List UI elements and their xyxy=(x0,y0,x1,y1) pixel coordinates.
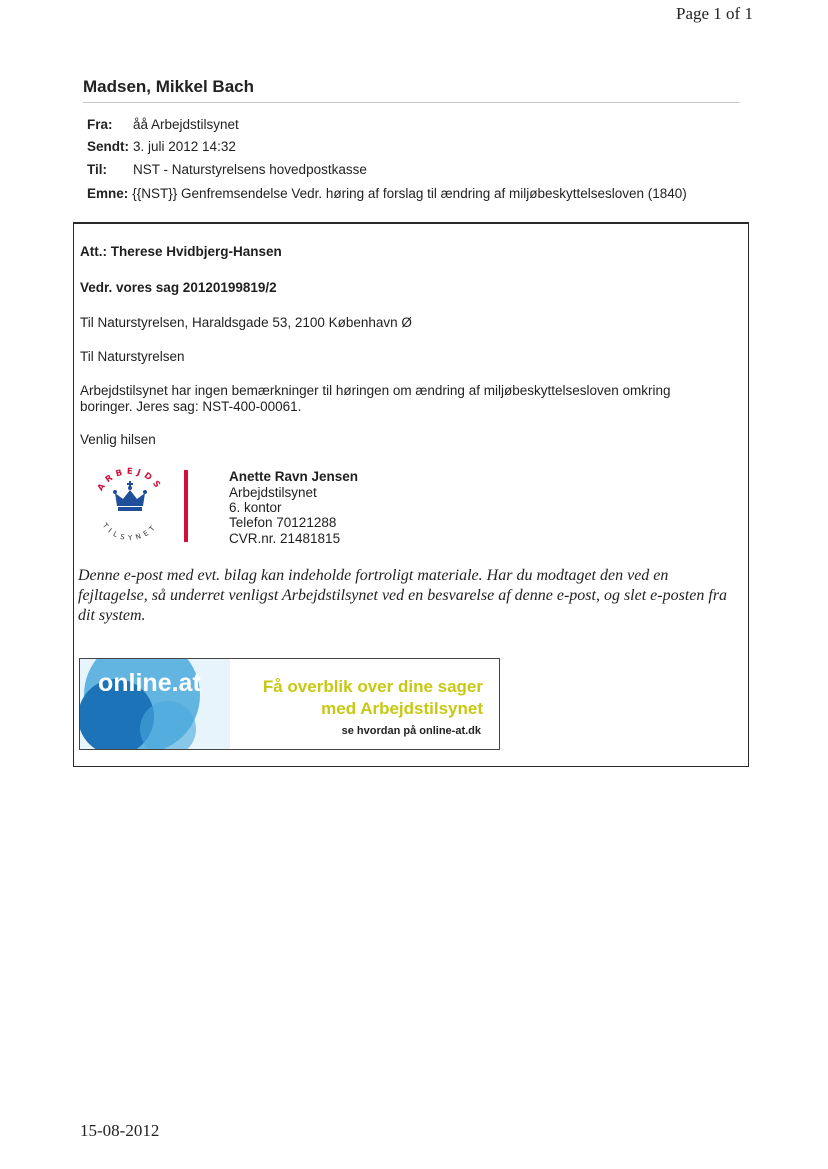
sent-label: Sendt: xyxy=(87,139,129,154)
subject-row xyxy=(87,186,687,201)
from-value: åå Arbejdstilsynet xyxy=(133,117,239,132)
message-line-2: boringer. Jeres sag: NST-400-00061. xyxy=(80,399,302,414)
to-label: Til: xyxy=(87,162,107,177)
mailbox-owner: Madsen, Mikkel Bach xyxy=(83,77,255,96)
message-line-1: Arbejdstilsynet har ingen bemærkninger til høringen om ændring af miljøbeskyttelsesloven omkring xyxy=(80,383,671,398)
signature-office: 6. kontor xyxy=(229,500,282,515)
to-row xyxy=(87,162,367,177)
title-divider xyxy=(83,102,740,103)
from-label: Fra: xyxy=(87,117,113,132)
page-number: Page 1 of 1 xyxy=(676,4,753,23)
sent-value: 3. juli 2012 14:32 xyxy=(133,139,236,154)
signature-org: Arbejdstilsynet xyxy=(229,485,317,500)
banner-headline-2: med Arbejdstilsynet xyxy=(321,699,483,718)
banner-brand: online.at xyxy=(98,669,201,697)
from-row xyxy=(87,117,239,132)
reference-line: Vedr. vores sag 20120199819/2 xyxy=(80,280,277,295)
to-value: NST - Naturstyrelsens hovedpostkasse xyxy=(133,162,367,177)
salutation: Til Naturstyrelsen xyxy=(80,349,185,364)
online-at-banner[interactable] xyxy=(79,658,500,750)
banner-headline-1: Få overblik over dine sager xyxy=(262,677,483,696)
print-date: 15-08-2012 xyxy=(80,1121,160,1140)
signature-phone: Telefon 70121288 xyxy=(229,515,337,530)
confidentiality-disclaimer: Denne e-post med evt. bilag kan indeholde fortroligt materiale. Har du modtaget den ved en fejltagelse, så underret venligst Arbejdstilsynet ved en besvarelse af denne e-post, og slet e-posten fra dit system. xyxy=(78,567,728,624)
logo-text-top: ARBEJDS xyxy=(95,466,165,494)
signature-accent-bar xyxy=(184,470,188,542)
attention-line: Att.: Therese Hvidbjerg-Hansen xyxy=(80,244,282,259)
signature-name: Anette Ravn Jensen xyxy=(229,469,359,484)
banner-cta: se hvordan på online-at.dk xyxy=(341,725,481,737)
signature-cvr: CVR.nr. 21481815 xyxy=(229,531,341,546)
arbejdstilsynet-logo xyxy=(88,466,172,546)
crown-icon xyxy=(113,481,147,511)
logo-text-bottom: TILSYNET xyxy=(100,521,160,543)
sent-row xyxy=(87,139,236,154)
address-line: Til Naturstyrelsen, Haraldsgade 53, 2100 København Ø xyxy=(80,315,412,330)
subject-label: Emne: xyxy=(87,186,129,201)
subject-value: {{NST}} Genfremsendelse Vedr. høring af forslag til ændring af miljøbeskyttelsesloven (1840) xyxy=(132,186,687,201)
closing: Venlig hilsen xyxy=(80,432,156,447)
